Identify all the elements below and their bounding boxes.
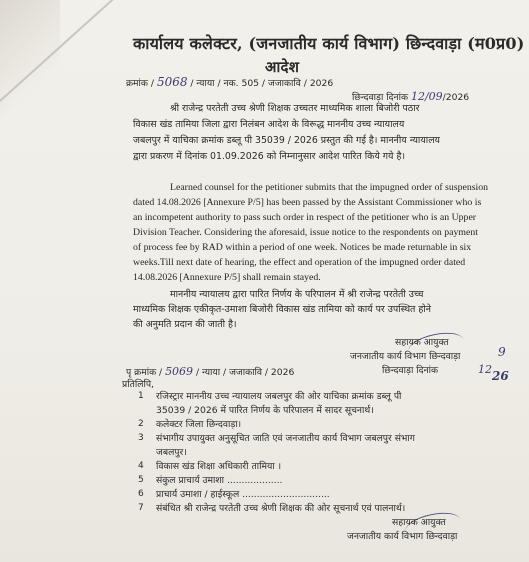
endorsement-date-day: 9 <box>498 345 506 359</box>
order-heading: आदेश <box>265 58 300 76</box>
order-ref-rest: / न्याया / नक. 505 / जजाकावि / 2026 <box>190 78 334 89</box>
para1-line: विकास खंड तामिया जिला द्वारा निलंबन आदेश के विरूद्ध माननीय उच्च न्यायालय <box>133 119 405 130</box>
list-item: विकास खंड शिक्षा अधिकारी तामिया । <box>156 461 282 472</box>
para2-line: माध्यमिक शिक्षक एकीकृत-उमाशा बिजोरी विकास खंड तामिया को कार्य पर उपस्थित होने <box>133 304 431 315</box>
signatory-designation: सहायक आयुक्त <box>395 337 449 348</box>
para2-line: की अनुमति प्रदान की जाती है। <box>133 319 237 330</box>
list-item-number: 7 <box>138 503 144 513</box>
endorsement-date-year: 26 <box>492 369 509 383</box>
signatory-designation: सहायक आयुक्त <box>392 517 446 528</box>
list-item-number: 1 <box>138 391 144 401</box>
court-order-line: Division Teacher. Considering the aforesaid, issue notice to the respondents on payment <box>133 227 478 238</box>
list-item: 35039 / 2026 में पारित निर्णय के परिपालन में सादर सूचनार्थ। <box>156 405 374 416</box>
court-order-line: Learned counsel for the petitioner submits that the impugned order of suspension <box>170 182 489 193</box>
endorsement-date-label: छिन्दवाड़ा दिनांक <box>382 365 439 376</box>
order-ref-number <box>126 76 333 89</box>
order-date-handwritten: 12/09 <box>410 90 443 103</box>
list-item-number: 4 <box>138 461 144 471</box>
order-ref-prefix: क्रमांक / <box>126 78 155 89</box>
order-date <box>352 91 469 103</box>
list-item: संबंधित श्री राजेन्द्र परतेती उच्च श्रेणी शिक्षक की ओर सूचनार्थ एवं पालनार्थ। <box>156 503 406 514</box>
list-item-number: 5 <box>138 475 144 485</box>
para2-line: माननीय न्यायालय द्वारा पारित निर्णय के परिपालन में श्री राजेन्द्र परतेती उच्च <box>170 289 424 300</box>
court-order-line: dated 14.08.2026 [Annexure P/5] has been passed by the Assistant Commissioner who is <box>133 197 482 208</box>
endorsement-ref-handwritten: 5069 <box>165 365 194 378</box>
para1-line: द्वारा प्रकरण में दिनांक 01.09.2026 को निम्नानुसार आदेश पारित किये गये है। <box>133 151 405 162</box>
endorsement-ref-rest: / न्याया / जजाकावि / 2026 <box>195 367 295 378</box>
endorsement-date-month: 12 <box>478 363 492 376</box>
list-item-number: 3 <box>138 433 144 443</box>
para1-line: जबलपुर में याचिका क्रमांक डब्लू पी 35039 / 2026 प्रस्तुत की गई है। माननीय न्यायालय <box>133 135 440 146</box>
list-item: प्राचार्य उमाशा / हाईस्कूल .............................. <box>156 489 330 500</box>
list-item-number: 2 <box>138 419 144 429</box>
court-order-line: an incompetent authority to pass such order in respect of the petitioner who is an Upper <box>133 212 477 223</box>
list-item: संकुल प्राचार्य उमाशा ................... <box>156 475 283 486</box>
list-item: कलेक्टर जिला छिन्दवाड़ा। <box>156 419 242 430</box>
list-item: जबलपुर। <box>156 447 187 458</box>
court-order-line: weeks.Till next date of hearing, the effect and operation of the impugned order dated <box>133 257 466 268</box>
signatory-office: जनजातीय कार्य विभाग छिन्दवाड़ा <box>350 351 461 362</box>
signatory-office: जनजातीय कार्य विभाग छिन्दवाड़ा <box>347 531 458 542</box>
para1-line: श्री राजेन्द्र परतेती उच्च श्रेणी शिक्षक उच्चतर माध्यमिक शाला बिजोरी पठार <box>170 103 420 114</box>
endorsement-ref-number <box>126 366 294 378</box>
court-order-line: of process fee by RAD within a period of one week. Notices be made returnable in six <box>133 242 472 253</box>
court-order-line: 14.08.2026 [Annexure P/5] shall remain stayed. <box>133 272 321 283</box>
list-item: संभागीय उपायुक्त अनुसूचित जाति एवं जनजातीय कार्य विभाग जबलपुर संभाग <box>156 433 415 444</box>
order-date-label: छिन्दवाड़ा दिनांक <box>352 92 409 103</box>
office-title: कार्यालय कलेक्टर, (जनजातीय कार्य विभाग) छिन्दवाड़ा (म0प्र0) <box>133 34 525 53</box>
list-item-number: 6 <box>138 489 144 499</box>
order-ref-handwritten: 5068 <box>156 75 188 89</box>
page-fold-shadow <box>0 0 60 120</box>
endorsement-ref-prefix: पृ क्रमांक / <box>126 367 163 378</box>
order-date-year: /2026 <box>442 92 470 103</box>
copy-to-label: प्रतिलिपि, <box>122 379 154 390</box>
list-item: रजिस्ट्रार माननीय उच्च न्यायालय जबलपुर की ओर याचिका क्रमांक डब्लू पी <box>156 391 402 402</box>
